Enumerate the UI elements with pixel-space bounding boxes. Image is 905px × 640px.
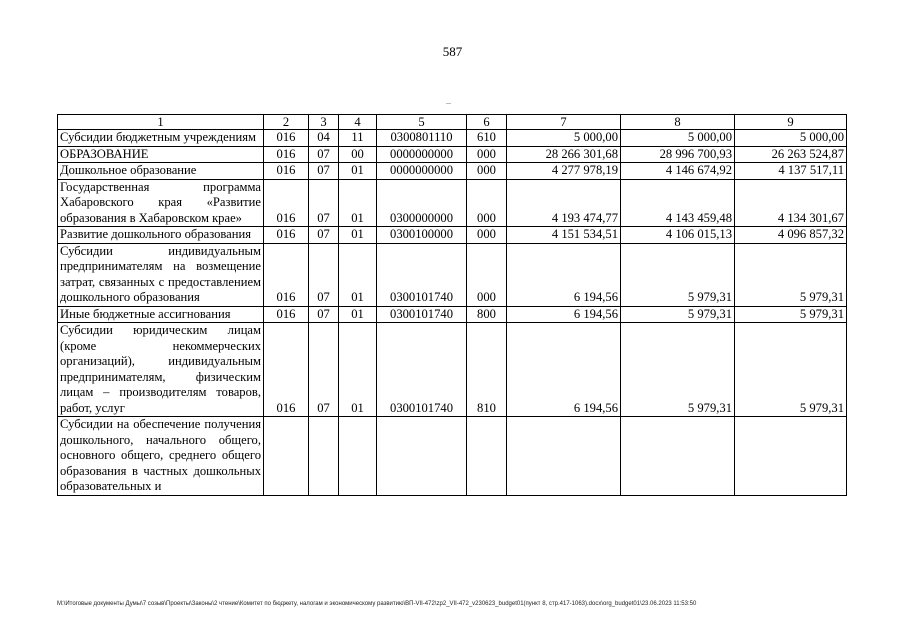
cell-amount: 4 151 534,51 (507, 227, 621, 244)
cell-section: 07 (309, 163, 339, 180)
cell-amount: 5 979,31 (621, 323, 735, 417)
column-header: 4 (339, 115, 377, 130)
cell-section (309, 417, 339, 496)
cell-amount: 4 134 301,67 (735, 179, 847, 227)
column-header: 1 (58, 115, 264, 130)
column-header: 2 (264, 115, 309, 130)
header-row (58, 115, 847, 130)
cell-section: 07 (309, 146, 339, 163)
table-row (58, 227, 847, 244)
budget-table (57, 114, 847, 496)
row-name: Субсидии на обеспечение получения дошкольного, начального общего, основного общего, среднего общего образования в частных дошкольных образовательных и (58, 417, 264, 496)
column-header: 6 (467, 115, 507, 130)
cell-target-article: 0000000000 (377, 146, 467, 163)
cell-amount: 5 979,31 (735, 323, 847, 417)
cell-section: 04 (309, 130, 339, 147)
cell-target-article: 0000000000 (377, 163, 467, 180)
cell-target-article: 0300101740 (377, 306, 467, 323)
table-row (58, 163, 847, 180)
column-header: 8 (621, 115, 735, 130)
cell-amount: 6 194,56 (507, 306, 621, 323)
row-name: ОБРАЗОВАНИЕ (58, 146, 264, 163)
cell-expense-type: 810 (467, 323, 507, 417)
page-number: 587 (442, 44, 463, 59)
cell-expense-type: 000 (467, 179, 507, 227)
cell-amount: 26 263 524,87 (735, 146, 847, 163)
cell-amount (507, 417, 621, 496)
cell-section: 07 (309, 227, 339, 244)
column-header: 5 (377, 115, 467, 130)
cell-subsection: 01 (339, 163, 377, 180)
cell-code: 016 (264, 146, 309, 163)
column-header: 7 (507, 115, 621, 130)
cell-target-article: 0300100000 (377, 227, 467, 244)
cell-amount (621, 417, 735, 496)
cell-code: 016 (264, 323, 309, 417)
cell-amount: 5 979,31 (621, 306, 735, 323)
cell-expense-type: 000 (467, 146, 507, 163)
cell-amount: 28 996 700,93 (621, 146, 735, 163)
table-row (58, 130, 847, 147)
cell-section: 07 (309, 306, 339, 323)
cell-subsection: 01 (339, 243, 377, 306)
cell-expense-type: 000 (467, 243, 507, 306)
row-name: Субсидии бюджетным учреждениям (58, 130, 264, 147)
table-row (58, 306, 847, 323)
cell-target-article: 0300801110 (377, 130, 467, 147)
column-header: 9 (735, 115, 847, 130)
cell-target-article: 0300000000 (377, 179, 467, 227)
file-path-footer: M:\Итоговые документы Думы\7 созыв\Проекты\Законы\2 чтение\Комитет по бюджету, налогам и экономическому развитию\ВП-VII-472\zp2_VII-472_v230623_budget01(пункт 8, стр.417-1063).docx\org_budget01\23.06.2023 11:53:50 (57, 601, 697, 607)
cell-target-article: 0300101740 (377, 323, 467, 417)
row-name: Субсидии индивидуальным предпринимателям на возмещение затрат, связанных с предоставлением дошкольного образования (58, 243, 264, 306)
cell-expense-type: 610 (467, 130, 507, 147)
cell-amount: 4 146 674,92 (621, 163, 735, 180)
cell-subsection: 01 (339, 179, 377, 227)
row-name: Дошкольное образование (58, 163, 264, 180)
cell-amount: 6 194,56 (507, 323, 621, 417)
cell-code: 016 (264, 130, 309, 147)
cell-code: 016 (264, 306, 309, 323)
cell-subsection: 11 (339, 130, 377, 147)
cell-code (264, 417, 309, 496)
cell-amount: 5 000,00 (507, 130, 621, 147)
cell-code: 016 (264, 179, 309, 227)
cell-amount: 5 979,31 (735, 306, 847, 323)
cell-target-article: 0300101740 (377, 243, 467, 306)
table-row (58, 179, 847, 227)
cell-amount: 5 000,00 (621, 130, 735, 147)
row-name: Развитие дошкольного образования (58, 227, 264, 244)
cell-amount: 4 277 978,19 (507, 163, 621, 180)
cell-amount: 28 266 301,68 (507, 146, 621, 163)
cell-amount: 4 143 459,48 (621, 179, 735, 227)
cell-expense-type: 800 (467, 306, 507, 323)
cell-amount: 4 137 517,11 (735, 163, 847, 180)
cell-amount: 6 194,56 (507, 243, 621, 306)
cell-target-article (377, 417, 467, 496)
cell-amount: 4 096 857,32 (735, 227, 847, 244)
cell-amount: 4 193 474,77 (507, 179, 621, 227)
table-row (58, 323, 847, 417)
cell-code: 016 (264, 243, 309, 306)
cell-amount: 5 000,00 (735, 130, 847, 147)
cell-expense-type: 000 (467, 163, 507, 180)
cell-section: 07 (309, 179, 339, 227)
cell-code: 016 (264, 163, 309, 180)
table-row (58, 146, 847, 163)
cell-amount: 5 979,31 (621, 243, 735, 306)
cell-code: 016 (264, 227, 309, 244)
cell-amount: 5 979,31 (735, 243, 847, 306)
cell-amount: 4 106 015,13 (621, 227, 735, 244)
separator-mark (446, 103, 451, 104)
cell-expense-type: 000 (467, 227, 507, 244)
cell-subsection (339, 417, 377, 496)
cell-amount (735, 417, 847, 496)
row-name: Иные бюджетные ассигнования (58, 306, 264, 323)
cell-subsection: 01 (339, 323, 377, 417)
table-row (58, 417, 847, 496)
cell-subsection: 01 (339, 227, 377, 244)
cell-expense-type (467, 417, 507, 496)
cell-subsection: 00 (339, 146, 377, 163)
row-name: Государственная программа Хабаровского края «Развитие образования в Хабаровском крае» (58, 179, 264, 227)
cell-section: 07 (309, 243, 339, 306)
column-header: 3 (309, 115, 339, 130)
row-name: Субсидии юридическим лицам (кроме некоммерческих организаций), индивидуальным предпринимателям, физическим лицам – производителям товаров, работ, услуг (58, 323, 264, 417)
table-row (58, 243, 847, 306)
cell-subsection: 01 (339, 306, 377, 323)
cell-section: 07 (309, 323, 339, 417)
